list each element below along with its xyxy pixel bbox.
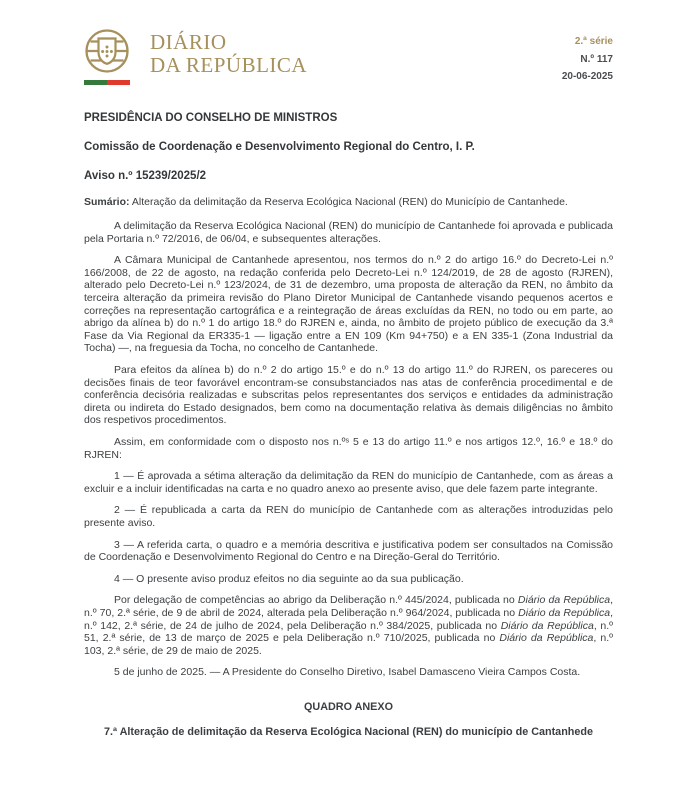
brand-wordmark (150, 28, 307, 77)
portugal-flag-bar (84, 80, 130, 85)
masthead (84, 28, 613, 86)
summary-text: Alteração da delimitação da Reserva Ecológica Nacional (REN) do Município de Cantanhede. (131, 195, 568, 208)
annex-title: QUADRO ANEXO (304, 700, 393, 713)
brand (84, 28, 307, 85)
notice-number-heading: Aviso n.º 15239/2025/2 (84, 169, 207, 182)
brand-line-1: DIÁRIO (150, 30, 227, 54)
issue-date: 20-06-2025 (561, 71, 613, 82)
document-body (84, 112, 613, 738)
flag-red-segment (107, 80, 130, 85)
flag-green-segment (84, 80, 107, 85)
paragraph-proposal: A Câmara Municipal de Cantanhede apresentou, nos termos do n.º 2 do artigo 16.º do Decreto-Lei n.º 166/2008, de 22 de agosto, na redação conferida pelo Decreto-Lei n.º 124/2019, de 28 de agosto (RJREN), alterado pelo Decreto-Lei n.º 123/2024, de 31 de dezembro, uma proposta de alteração da REN, no âmbito da terceira alteração da primeira revisão do Plano Diretor Municipal de Cantanhede visando pequenos acertos e correções na representação cartográfica e a reintegração de áreas excluídas da REN, no todo ou em parte, ao abrigo da alínea b) do n.º 1 do artigo 18.º do RJREN e, ainda, no âmbito de projeto público de execução da 3.ª Fase da Via Regional da ER335-1 — ligação entre a EN 109 (Km 94+750) e a EN 335-1 (Zona Industrial da Tocha) —, na freguesia da Tocha, no concelho de Cantanhede. (84, 254, 613, 355)
ministry-heading: PRESIDÊNCIA DO CONSELHO DE MINISTROS (84, 111, 338, 124)
summary-label: Sumário: (84, 195, 130, 208)
paragraph-delegation: Por delegação de competências ao abrigo da Deliberação n.º 445/2024, publicada no Diário da República, n.º 70, 2.ª série, de 9 de abril de 2024, alterada pela Deliberação n.º 964/2024, publicada no Diário da República, n.º 142, 2.ª série, de 24 de julho de 2024, pela Deliberação n.º 384/2025, publicada no Diário da República, n.º 51, 2.ª série, de 13 de março de 2025 e pela Deliberação n.º 710/2025, publicada no Diário da República, n.º 103, 2.ª série, de 29 de maio de 2025. (84, 594, 613, 657)
decision-item-2: 2 — É republicada a carta da REN do município de Cantanhede com as alterações introduzidas pelo presente aviso. (84, 504, 613, 529)
decision-item-4: 4 — O presente aviso produz efeitos no dia seguinte ao da sua publicação. (114, 572, 464, 585)
signature-line: 5 de junho de 2025. — A Presidente do Conselho Diretivo, Isabel Damasceno Vieira Campos Costa. (114, 666, 581, 679)
paragraph-opinions: Para efeitos da alínea b) do n.º 2 do artigo 15.º e do n.º 13 do artigo 11.º do RJREN, os pareceres ou decisões finais de teor favorável encontram-se consubstanciados nas atas de conferência procedimental e de conferência decisória realizadas e subscritas pelos representantes dos serviços e entidades da administração direta ou indireta do Estado designados, bem como na documentação relativa às demais diligências no âmbito dos respetivos procedimentos. (84, 364, 613, 427)
paragraph-legal-basis: Assim, em conformidade com o disposto nos n.ºˢ 5 e 13 do artigo 11.º e nos artigos 12.º, 16.º e 18.º do RJREN: (84, 436, 613, 461)
armillary-sphere-icon (84, 28, 130, 74)
summary-line (84, 196, 613, 209)
decision-item-1: 1 — É aprovada a sétima alteração da delimitação da REN do município de Cantanhede, com as áreas a excluir e a incluir identificadas na carta e no quadro anexo ao presente aviso, que dele fazem parte integrante. (84, 470, 613, 495)
entity-heading: Comissão de Coordenação e Desenvolvimento Regional do Centro, I. P. (84, 140, 475, 153)
decision-item-3: 3 — A referida carta, o quadro e a memória descritiva e justificativa podem ser consultados na Comissão de Coordenação e Desenvolvimento Regional do Centro e na Direção-Geral do Território. (84, 538, 613, 564)
annex-subtitle: 7.ª Alteração de delimitação da Reserva Ecológica Nacional (REN) do município de Cantanhede (104, 725, 593, 738)
issue-series: 2.ª série (574, 36, 613, 47)
brand-line-2: DA REPÚBLICA (150, 53, 308, 77)
paragraph-approval-history: A delimitação da Reserva Ecológica Nacional (REN) do município de Cantanhede foi aprovada e publicada pela Portaria n.º 72/2016, de 06/04, e subsequentes alterações. (84, 220, 613, 245)
republic-emblem (84, 28, 130, 85)
issue-info (562, 28, 613, 86)
issue-number: N.º 117 (580, 53, 613, 65)
